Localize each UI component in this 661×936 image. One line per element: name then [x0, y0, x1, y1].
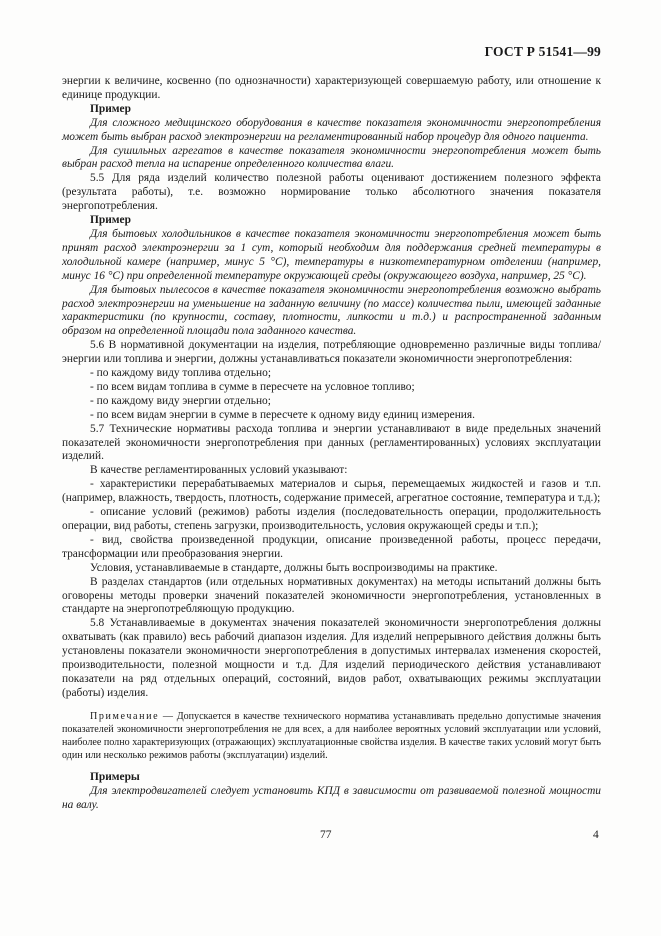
list-item: - по каждому виду топлива отдельно;	[90, 367, 271, 380]
list-item: - описание условий (режимов) работы изделия (последовательность операции, продолжительность операции, вид работы, степень загрузки, производительность, условия окружающей среды и т.п.);	[62, 506, 601, 532]
page-header-standard-number: ГОСТ Р 51541—99	[484, 44, 601, 59]
clause-5-6: 5.6 В нормативной документации на изделия, потребляющие одновременно различные виды топлива/энергии или топлива и энергии, должны устанавливаться показатели экономичности энергопотребления:	[62, 339, 601, 366]
list-item: - характеристики перерабатываемых материалов и сырья, перемещаемых жидкостей и газов и т.п. (например, влажность, твердость, плотность, содержание примесей, агрегатное состояние, температура и т.д.);	[62, 478, 601, 505]
example-paragraph: Для бытовых пылесосов в качестве показателя экономичности энергопотребления возможно выбрать расход электроэнергии на уменьшение на заданную величину (по массе) количества пыли, имеющей заданные характеристики (по крупности, составу, плотности, липкости и т.д.) и распространенной заданным образом на определенной площади пола заданного качества.	[62, 283, 601, 338]
paragraph: В качестве регламентированных условий указывают:	[90, 464, 348, 477]
example-label: Пример	[90, 102, 131, 115]
example-label: Пример	[90, 214, 131, 227]
list-item: - по всем видам топлива в сумме в пересчете на условное топливо;	[90, 380, 415, 393]
clause-5-8: 5.8 Устанавливаемые в документах значения показателей экономичности энергопотребления должны охватывать (как правило) весь рабочий диапазон изделия. Для изделий непрерывного действия должны быть установлены показатели экономичности энергопотребления в допустимых интервалах изменения скоростей, производительности, полезной мощности и т.д. Для изделий периодического действия устанавливают показатели на ряд отдельных операций, состояний, видов работ, охватывающих режимы эксплуатации (работы) изделия.	[62, 617, 601, 699]
note-text: — Допускается в качестве технического норматива устанавливать предельно допустимые значения показателей экономичности энергопотребления не для всех, а для наиболее вероятных условий эксплуатации или условий, наиболее полно характеризующих (отражающих) эксплуатационные свойства изделия. В качестве таких условий могут быть один или несколько режимов работы (эксплуатации) изделий.	[62, 710, 601, 761]
list-item: - по каждому виду энергии отдельно;	[90, 394, 271, 407]
paragraph: В разделах стандартов (или отдельных нормативных документах) на методы испытаний должны быть оговорены методы проверки значений показателей экономичности энергопотребления, установленных в стандарте на энергопотребляющую продукцию.	[62, 575, 601, 616]
document-body	[62, 75, 601, 813]
example-paragraph: Для электродвигателей следует установить КПД в зависимости от развиваемой полезной мощности на валу.	[62, 784, 601, 811]
note-label: Примечание	[90, 710, 160, 722]
note	[62, 710, 601, 762]
example-paragraph: Для бытовых холодильников в качестве показателя экономичности энергопотребления может быть принят расход электроэнергии за 1 сут, который необходим для поддержания средней температуры в холодильной камере (например, минус 5 °С), температуры в низкотемпературном отделении (например, минус 16 °С) при определенной температуре окружающей среды (окружающего воздуха, например, 25 °С).	[62, 227, 601, 282]
example-paragraph: Для сложного медицинского оборудования в качестве показателя экономичности энергопотребления может быть выбран расход электроэнергии на регламентированный набор процедур для одного пациента.	[62, 116, 601, 143]
clause-5-5: 5.5 Для ряда изделий количество полезной работы оценивают достижением полезного эффекта (результата работы), т.е. возможно нормирование только абсолютного значения показателя энергопотребления.	[62, 172, 601, 213]
paragraph: Условия, устанавливаемые в стандарте, должны быть воспроизводимы на практике.	[90, 561, 498, 574]
paragraph: энергии к величине, косвенно (по однозначности) характеризующей совершаемую работу, или отношение к единице продукции.	[62, 75, 601, 101]
page-footer-mark: 4	[593, 829, 599, 841]
clause-5-7: 5.7 Технические нормативы расхода топлива и энергии устанавливают в виде предельных значений показателей экономичности энергопотребления при данных (регламентированных) условиях эксплуатации изделий.	[62, 422, 601, 463]
list-item: - по всем видам энергии в сумме в пересчете к одному виду единиц измерения.	[90, 408, 475, 421]
examples-label: Примеры	[90, 770, 140, 783]
page-number: 77	[320, 829, 332, 841]
list-item: - вид, свойства произведенной продукции, описание произведенной работы, процесс передачи, трансформации или преобразования энергии.	[62, 533, 601, 560]
example-paragraph: Для сушильных агрегатов в качестве показателя экономичности энергопотребления может быть выбран расход тепла на испарение определенного количества влаги.	[62, 144, 601, 171]
